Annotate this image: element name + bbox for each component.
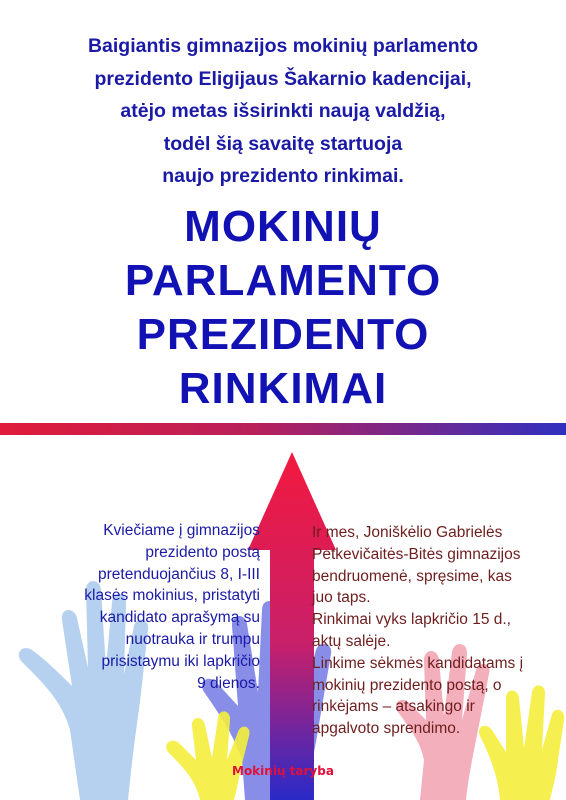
election-info-line: rinkėjams – atsakingo ir [312, 698, 475, 716]
invitation-line: klasės mokinius, pristatyti [84, 587, 260, 605]
invitation-line: pretenduojančius 8, I-III [98, 565, 260, 583]
footer-signature: Mokinių taryba [232, 764, 334, 778]
invitation-text [60, 520, 260, 694]
title-line: PARLAMENTO [124, 256, 442, 305]
election-info-line: Petkevičaitės-Bitės gimnazijos [312, 545, 521, 563]
invitation-line: prisistaymu iki lapkričio [101, 652, 260, 670]
election-info-line: apgalvoto sprendimo. [312, 720, 461, 738]
title-line: PREZIDENTO [136, 310, 430, 359]
intro-line: todėl šią savaitę startuoja [163, 132, 403, 155]
title-line: MOKINIŲ [184, 202, 382, 251]
election-info-line: juo taps. [312, 589, 371, 607]
poster-title [0, 200, 566, 416]
invitation-line: Kviečiame į gimnazijos [103, 522, 260, 539]
title-line: RINKIMAI [178, 364, 388, 413]
invitation-line: 9 dienos. [197, 674, 260, 692]
invitation-line: nuotrauka ir trumpu [125, 630, 260, 648]
intro-line: naujo prezidento rinkimai. [162, 165, 404, 187]
invitation-line: kandidato aprašymą su [99, 609, 260, 627]
intro-line: atėjo metas išsirinkti naują valdžią, [120, 100, 446, 122]
intro-paragraph [0, 30, 566, 193]
election-info-line: aktų salėje. [312, 632, 391, 650]
election-info-line: Ir mes, Joniškėlio Gabrielės [312, 524, 503, 541]
election-info-line: mokinių prezidento postą, o [312, 676, 502, 694]
intro-line: Baigiantis gimnazijos mokinių parlamento [87, 35, 479, 57]
election-info-line: Rinkimai vyks lapkričio 15 d., [312, 611, 511, 629]
invitation-line: prezidento postą [145, 543, 260, 561]
election-info-line: bendruomenė, spręsime, kas [312, 567, 512, 585]
election-info-text [312, 522, 562, 740]
intro-line: prezidento Eligijaus Šakarnio kadencijai, [94, 67, 472, 90]
election-info-line: Linkime sėkmės kandidatams į [312, 654, 524, 672]
